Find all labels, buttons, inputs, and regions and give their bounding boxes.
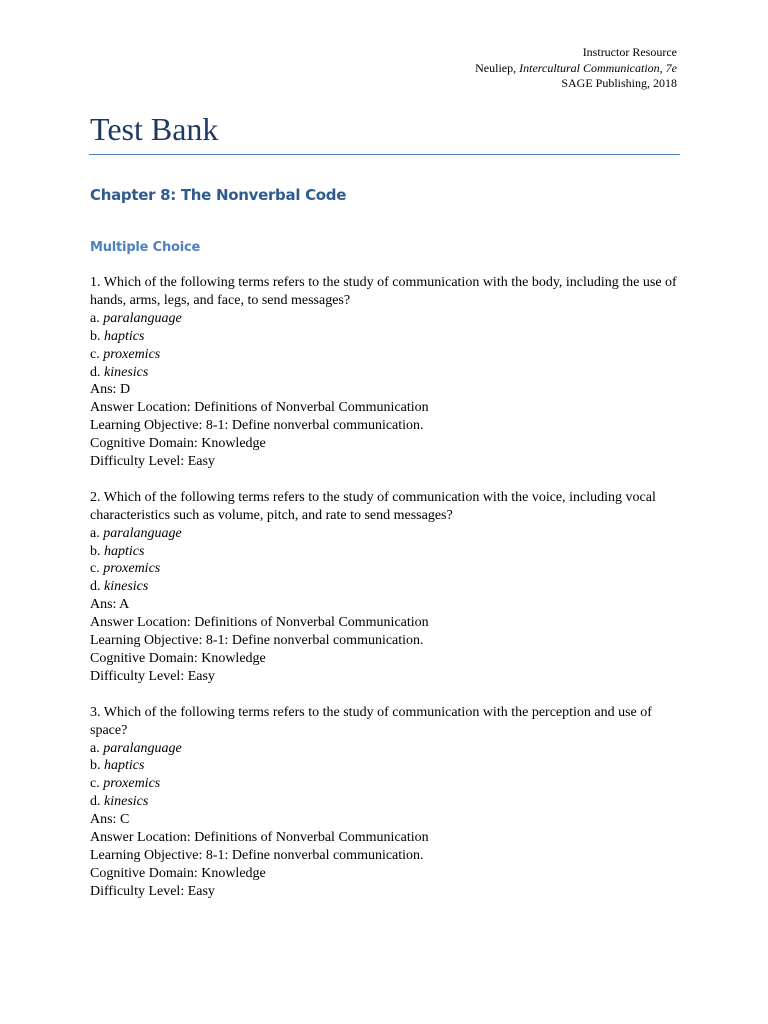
difficulty-level: Difficulty Level: Easy [90, 668, 215, 684]
header-resource-line: Instructor Resource [582, 45, 677, 59]
option-a: a. paralanguage [90, 525, 182, 541]
answer-key: Ans: C [90, 812, 130, 828]
answer-location: Answer Location: Definitions of Nonverbal Communication [90, 830, 429, 846]
option-d: d. kinesics [90, 579, 149, 595]
question-stem: 3. Which of the following terms refers to the study of communication with the perception and use of space? [90, 704, 652, 738]
difficulty-level: Difficulty Level: Easy [90, 454, 215, 470]
answer-key: Ans: D [90, 382, 131, 398]
option-a: a. paralanguage [90, 740, 182, 756]
cognitive-domain: Cognitive Domain: Knowledge [90, 436, 266, 452]
question-list [90, 274, 690, 919]
section-heading: Multiple Choice [90, 240, 201, 255]
option-c: c. proxemics [90, 346, 161, 362]
learning-objective: Learning Objective: 8-1: Define nonverbal communication. [90, 633, 424, 649]
question-item [90, 704, 690, 901]
page-title: Test Bank [90, 111, 219, 147]
question-item [90, 489, 690, 686]
option-b: b. haptics [90, 758, 145, 774]
header-book-title: Intercultural Communication, 7e [519, 60, 677, 75]
question-stem: 1. Which of the following terms refers to the study of communication with the body, including the use of hands, arms, legs, and face, to send messages? [90, 275, 677, 308]
option-b: b. haptics [90, 543, 145, 559]
cognitive-domain: Cognitive Domain: Knowledge [90, 651, 266, 667]
chapter-heading: Chapter 8: The Nonverbal Code [90, 186, 347, 204]
option-b: b. haptics [90, 328, 145, 344]
header-publisher-line: SAGE Publishing, 2018 [561, 76, 677, 90]
option-d: d. kinesics [90, 794, 149, 810]
learning-objective: Learning Objective: 8-1: Define nonverbal communication. [90, 847, 424, 863]
title-divider [89, 154, 680, 155]
answer-location: Answer Location: Definitions of Nonverbal Communication [90, 615, 429, 631]
document-header [475, 45, 677, 92]
question-stem: 2. Which of the following terms refers to the study of communication with the voice, including vocal characteristics such as volume, pitch, and rate to send messages? [90, 489, 656, 523]
difficulty-level: Difficulty Level: Easy [90, 883, 215, 899]
option-d: d. kinesics [90, 364, 149, 380]
option-a: a. paralanguage [90, 310, 182, 326]
header-book-line [475, 61, 677, 77]
cognitive-domain: Cognitive Domain: Knowledge [90, 865, 266, 881]
option-c: c. proxemics [90, 561, 161, 577]
answer-location: Answer Location: Definitions of Nonverbal Communication [90, 400, 429, 416]
option-c: c. proxemics [90, 776, 161, 792]
answer-key: Ans: A [90, 597, 130, 613]
question-item [90, 274, 690, 471]
learning-objective: Learning Objective: 8-1: Define nonverbal communication. [90, 418, 424, 434]
header-author: Neuliep, [475, 60, 517, 75]
